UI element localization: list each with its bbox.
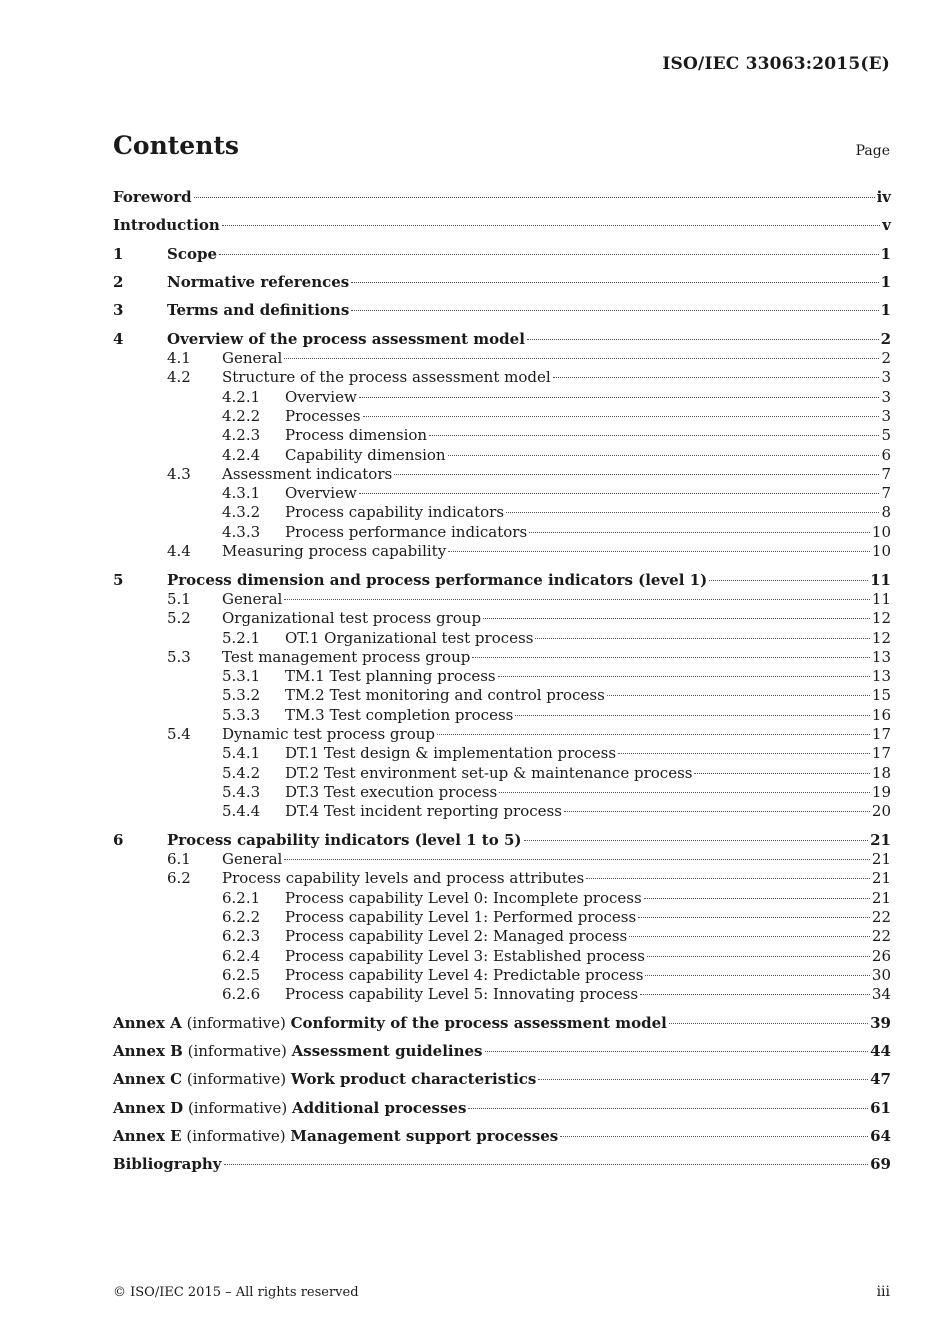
toc-entry[interactable] xyxy=(113,216,891,235)
toc-entry-page: 21 xyxy=(871,889,891,907)
toc-entry-title: Foreword xyxy=(113,188,192,206)
toc-entry-page: 1 xyxy=(880,301,891,319)
toc-entry-number: 5.2 xyxy=(167,609,191,627)
annex-title: Management support processes xyxy=(290,1127,559,1145)
toc-entry-page: 3 xyxy=(881,388,891,406)
toc-entry-number: 4.1 xyxy=(167,349,191,367)
toc-entry-page: v xyxy=(882,216,891,234)
toc-entry[interactable] xyxy=(222,686,891,705)
annex-title: Additional processes xyxy=(291,1099,467,1117)
dot-leader xyxy=(553,377,880,378)
dot-leader xyxy=(560,1136,868,1137)
dot-leader xyxy=(437,734,870,735)
dot-leader xyxy=(194,197,875,198)
toc-entry-number: 4.3 xyxy=(167,465,191,483)
toc-entry-page: 5 xyxy=(881,426,891,444)
dot-leader xyxy=(468,1108,868,1109)
annex-informative-tag: (informative) xyxy=(183,1099,292,1117)
toc-entry-page: 6 xyxy=(881,446,891,464)
toc-entry-page: 21 xyxy=(871,850,891,868)
toc-entry-title: Bibliography xyxy=(113,1155,222,1173)
toc-entry-number: 4.3.2 xyxy=(222,503,261,521)
dot-leader xyxy=(629,936,870,937)
toc-entry[interactable] xyxy=(113,1127,891,1146)
toc-entry[interactable] xyxy=(222,407,891,426)
toc-entry-title: DT.3 Test execution process xyxy=(285,783,498,801)
toc-entry-title xyxy=(113,1014,667,1033)
dot-leader xyxy=(448,551,870,552)
toc-entry-title: Dynamic test process group xyxy=(222,725,436,743)
annex-label: Annex E xyxy=(113,1127,182,1145)
toc-entry-page: 34 xyxy=(871,985,891,1003)
dot-leader xyxy=(485,1051,869,1052)
page-column-label: Page xyxy=(855,143,890,159)
toc-entry-title: Process capability levels and process attributes xyxy=(222,869,585,887)
toc-entry-title: Processes xyxy=(285,407,361,425)
toc-entry-number: 5.3.1 xyxy=(222,667,261,685)
toc-entry[interactable] xyxy=(113,1155,891,1174)
dot-leader xyxy=(284,599,870,600)
toc-entry-number: 5 xyxy=(113,571,124,589)
toc-entry-number: 4.3.1 xyxy=(222,484,261,502)
toc-entry-number: 5.2.1 xyxy=(222,629,261,647)
toc-entry-page: 16 xyxy=(871,706,891,724)
toc-entry-number: 5.4.1 xyxy=(222,744,261,762)
toc-entry-page: 3 xyxy=(881,368,891,386)
dot-leader xyxy=(709,580,868,581)
toc-entry-title: DT.2 Test environment set-up & maintenance process xyxy=(285,764,693,782)
toc-entry[interactable] xyxy=(167,869,891,888)
toc-entry-page: 10 xyxy=(871,542,891,560)
toc-entry[interactable] xyxy=(222,908,891,927)
annex-label: Annex C xyxy=(113,1070,183,1088)
toc-entry[interactable] xyxy=(222,503,891,522)
toc-entry-page: 39 xyxy=(870,1014,891,1032)
toc-entry-number: 4.2.2 xyxy=(222,407,261,425)
toc-entry[interactable] xyxy=(167,609,891,628)
toc-entry[interactable] xyxy=(222,985,891,1004)
toc-entry[interactable] xyxy=(167,725,891,744)
toc-entry-page: 12 xyxy=(871,609,891,627)
toc-entry[interactable] xyxy=(222,966,891,985)
dot-leader xyxy=(586,878,870,879)
toc-entry-number: 5.3 xyxy=(167,648,191,666)
toc-entry-title: Overview xyxy=(285,484,357,502)
toc-entry[interactable] xyxy=(113,1042,891,1061)
toc-entry[interactable] xyxy=(222,629,891,648)
toc-entry-page: iv xyxy=(876,188,891,206)
dot-leader xyxy=(359,397,880,398)
table-of-contents xyxy=(113,0,891,1344)
dot-leader xyxy=(359,493,880,494)
toc-entry-number: 6.2.4 xyxy=(222,947,261,965)
toc-entry-title xyxy=(113,1099,466,1118)
annex-informative-tag: (informative) xyxy=(181,1014,291,1032)
toc-entry[interactable] xyxy=(167,349,891,368)
toc-entry-title: Process capability indicators (level 1 to 5) xyxy=(167,831,522,849)
toc-entry-title: TM.3 Test completion process xyxy=(285,706,514,724)
toc-entry-title: Capability dimension xyxy=(285,446,446,464)
annex-title: Work product characteristics xyxy=(290,1070,537,1088)
toc-entry-title: Normative references xyxy=(167,273,350,291)
toc-entry[interactable] xyxy=(222,667,891,686)
toc-entry[interactable] xyxy=(222,706,891,725)
toc-entry[interactable] xyxy=(113,188,891,207)
toc-entry-number: 5.4.2 xyxy=(222,764,261,782)
toc-entry-page: 17 xyxy=(871,725,891,743)
dot-leader xyxy=(529,532,870,533)
toc-entry-page: 61 xyxy=(870,1099,891,1117)
annex-title: Conformity of the process assessment model xyxy=(290,1014,667,1032)
toc-entry-title: TM.1 Test planning process xyxy=(285,667,496,685)
toc-entry-page: 21 xyxy=(871,869,891,887)
toc-entry-page: 15 xyxy=(871,686,891,704)
page-title: Contents xyxy=(113,131,240,160)
toc-entry-number: 5.3.3 xyxy=(222,706,261,724)
toc-entry-number: 6.2.5 xyxy=(222,966,261,984)
toc-entry-page: 17 xyxy=(871,744,891,762)
toc-entry-title: Organizational test process group xyxy=(222,609,482,627)
toc-entry-title: Process capability Level 5: Innovating process xyxy=(285,985,639,1003)
toc-entry-page: 10 xyxy=(871,523,891,541)
toc-entry-title xyxy=(113,1070,536,1089)
toc-entry[interactable] xyxy=(113,831,891,850)
document-identifier: ISO/IEC 33063:2015(E) xyxy=(662,54,890,74)
toc-entry-title: Test management process group xyxy=(222,648,471,666)
toc-entry-title: DT.1 Test design & implementation process xyxy=(285,744,617,762)
toc-entry-page: 22 xyxy=(871,927,891,945)
dot-leader xyxy=(472,657,870,658)
toc-entry-number: 2 xyxy=(113,273,124,291)
toc-entry-title: Overview xyxy=(285,388,357,406)
toc-entry[interactable] xyxy=(222,388,891,407)
toc-entry-number: 4 xyxy=(113,330,124,348)
toc-entry-title: General xyxy=(222,850,283,868)
dot-leader xyxy=(224,1164,869,1165)
toc-entry[interactable] xyxy=(167,542,891,561)
toc-entry-title: Process capability Level 2: Managed process xyxy=(285,927,628,945)
dot-leader xyxy=(607,695,870,696)
toc-entry-page: 19 xyxy=(871,783,891,801)
toc-entry-page: 11 xyxy=(871,590,891,608)
dot-leader xyxy=(669,1023,868,1024)
toc-entry-number: 6.2.6 xyxy=(222,985,261,1003)
toc-entry-number: 4.2.3 xyxy=(222,426,261,444)
toc-entry[interactable] xyxy=(222,744,891,763)
toc-entry-number: 6 xyxy=(113,831,124,849)
dot-leader xyxy=(564,811,870,812)
dot-leader xyxy=(640,994,870,995)
toc-entry[interactable] xyxy=(167,648,891,667)
toc-entry-page: 21 xyxy=(870,831,891,849)
toc-entry-title: Assessment indicators xyxy=(222,465,393,483)
dot-leader xyxy=(618,753,870,754)
toc-entry-title: Introduction xyxy=(113,216,220,234)
toc-entry-number: 4.2.1 xyxy=(222,388,261,406)
toc-entry-page: 69 xyxy=(870,1155,891,1173)
toc-entry-number: 5.1 xyxy=(167,590,191,608)
annex-informative-tag: (informative) xyxy=(182,1042,292,1060)
toc-entry-title: Process capability Level 4: Predictable process xyxy=(285,966,644,984)
dot-leader xyxy=(284,859,870,860)
toc-entry[interactable] xyxy=(222,764,891,783)
toc-entry-title: Terms and definitions xyxy=(167,301,350,319)
toc-entry-number: 6.2.3 xyxy=(222,927,261,945)
toc-entry[interactable] xyxy=(222,783,891,802)
toc-entry[interactable] xyxy=(113,1070,891,1089)
dot-leader xyxy=(394,474,879,475)
toc-entry-number: 1 xyxy=(113,245,124,263)
toc-entry-title: Process capability Level 1: Performed process xyxy=(285,908,637,926)
toc-entry-page: 3 xyxy=(881,407,891,425)
dot-leader xyxy=(284,358,879,359)
toc-entry-number: 4.3.3 xyxy=(222,523,261,541)
annex-informative-tag: (informative) xyxy=(181,1127,291,1145)
toc-entry-page: 64 xyxy=(870,1127,891,1145)
toc-entry[interactable] xyxy=(167,590,891,609)
toc-entry-title: Process capability Level 3: Established process xyxy=(285,947,645,965)
toc-entry[interactable] xyxy=(222,802,891,821)
toc-entry[interactable] xyxy=(222,426,891,445)
toc-entry-number: 5.4 xyxy=(167,725,191,743)
dot-leader xyxy=(222,225,880,226)
annex-title: Assessment guidelines xyxy=(291,1042,483,1060)
toc-entry-page: 1 xyxy=(880,273,891,291)
toc-entry-number: 6.2 xyxy=(167,869,191,887)
dot-leader xyxy=(524,840,869,841)
toc-entry-title: Scope xyxy=(167,245,218,263)
toc-entry-title: Process performance indicators xyxy=(285,523,528,541)
toc-entry[interactable] xyxy=(113,273,891,292)
page-number: iii xyxy=(876,1284,890,1300)
dot-leader xyxy=(351,282,878,283)
toc-entry[interactable] xyxy=(167,368,891,387)
toc-entry[interactable] xyxy=(113,301,891,320)
toc-entry-page: 47 xyxy=(870,1070,891,1088)
dot-leader xyxy=(538,1079,868,1080)
toc-entry-title: Process dimension xyxy=(285,426,428,444)
toc-entry-title xyxy=(113,1042,483,1061)
toc-entry-number: 4.4 xyxy=(167,542,191,560)
toc-entry[interactable] xyxy=(222,889,891,908)
toc-entry-page: 8 xyxy=(881,503,891,521)
toc-entry-title: Overview of the process assessment model xyxy=(167,330,525,348)
toc-entry-number: 6.2.1 xyxy=(222,889,261,907)
toc-entry-page: 11 xyxy=(870,571,891,589)
toc-entry[interactable] xyxy=(222,446,891,465)
dot-leader xyxy=(363,416,880,417)
toc-entry-number: 5.3.2 xyxy=(222,686,261,704)
dot-leader xyxy=(638,917,870,918)
toc-entry-page: 7 xyxy=(881,465,891,483)
toc-entry-title: Process dimension and process performance indicators (level 1) xyxy=(167,571,708,589)
toc-entry-page: 2 xyxy=(880,330,891,348)
toc-entry[interactable] xyxy=(113,1099,891,1118)
dot-leader xyxy=(645,975,869,976)
toc-entry-title: DT.4 Test incident reporting process xyxy=(285,802,562,820)
toc-entry-title: General xyxy=(222,590,283,608)
toc-entry-title: TM.2 Test monitoring and control process xyxy=(285,686,605,704)
toc-entry[interactable] xyxy=(113,1014,891,1033)
dot-leader xyxy=(483,618,870,619)
dot-leader xyxy=(351,310,878,311)
toc-entry-number: 5.4.4 xyxy=(222,802,261,820)
toc-entry[interactable] xyxy=(222,947,891,966)
dot-leader xyxy=(647,956,870,957)
toc-entry-page: 22 xyxy=(871,908,891,926)
annex-label: Annex A xyxy=(113,1014,182,1032)
toc-entry[interactable] xyxy=(113,330,891,349)
toc-entry-title: Measuring process capability xyxy=(222,542,447,560)
dot-leader xyxy=(506,512,879,513)
toc-entry-page: 2 xyxy=(881,349,891,367)
toc-entry-title: OT.1 Organizational test process xyxy=(285,629,534,647)
dot-leader xyxy=(535,638,870,639)
toc-entry-page: 12 xyxy=(871,629,891,647)
toc-entry-number: 4.2 xyxy=(167,368,191,386)
dot-leader xyxy=(499,792,870,793)
annex-label: Annex D xyxy=(113,1099,184,1117)
toc-entry-number: 6.2.2 xyxy=(222,908,261,926)
toc-entry-page: 13 xyxy=(871,667,891,685)
dot-leader xyxy=(515,715,870,716)
dot-leader xyxy=(498,676,870,677)
dot-leader xyxy=(429,435,879,436)
toc-entry[interactable] xyxy=(113,245,891,264)
toc-entry-title: Process capability indicators xyxy=(285,503,505,521)
toc-entry-title xyxy=(113,1127,558,1146)
toc-entry-page: 18 xyxy=(871,764,891,782)
toc-entry-page: 30 xyxy=(871,966,891,984)
dot-leader xyxy=(527,339,879,340)
toc-entry-number: 4.2.4 xyxy=(222,446,261,464)
toc-entry-number: 3 xyxy=(113,301,124,319)
toc-entry-page: 13 xyxy=(871,648,891,666)
toc-entry-page: 44 xyxy=(870,1042,891,1060)
toc-entry[interactable] xyxy=(222,523,891,542)
dot-leader xyxy=(694,773,869,774)
toc-entry-title: General xyxy=(222,349,283,367)
toc-entry-page: 20 xyxy=(871,802,891,820)
toc-entry[interactable] xyxy=(167,850,891,869)
toc-entry-number: 6.1 xyxy=(167,850,191,868)
toc-entry-number: 5.4.3 xyxy=(222,783,261,801)
toc-entry-page: 7 xyxy=(881,484,891,502)
toc-entry[interactable] xyxy=(167,465,891,484)
toc-entry-title: Structure of the process assessment model xyxy=(222,368,551,386)
dot-leader xyxy=(644,898,870,899)
toc-entry[interactable] xyxy=(113,571,891,590)
toc-entry-page: 26 xyxy=(871,947,891,965)
copyright-notice: © ISO/IEC 2015 – All rights reserved xyxy=(113,1285,359,1300)
dot-leader xyxy=(448,455,880,456)
dot-leader xyxy=(219,254,879,255)
toc-entry-title: Process capability Level 0: Incomplete process xyxy=(285,889,642,907)
annex-informative-tag: (informative) xyxy=(182,1070,291,1088)
toc-entry[interactable] xyxy=(222,927,891,946)
annex-label: Annex B xyxy=(113,1042,183,1060)
toc-entry-page: 1 xyxy=(880,245,891,263)
toc-entry[interactable] xyxy=(222,484,891,503)
